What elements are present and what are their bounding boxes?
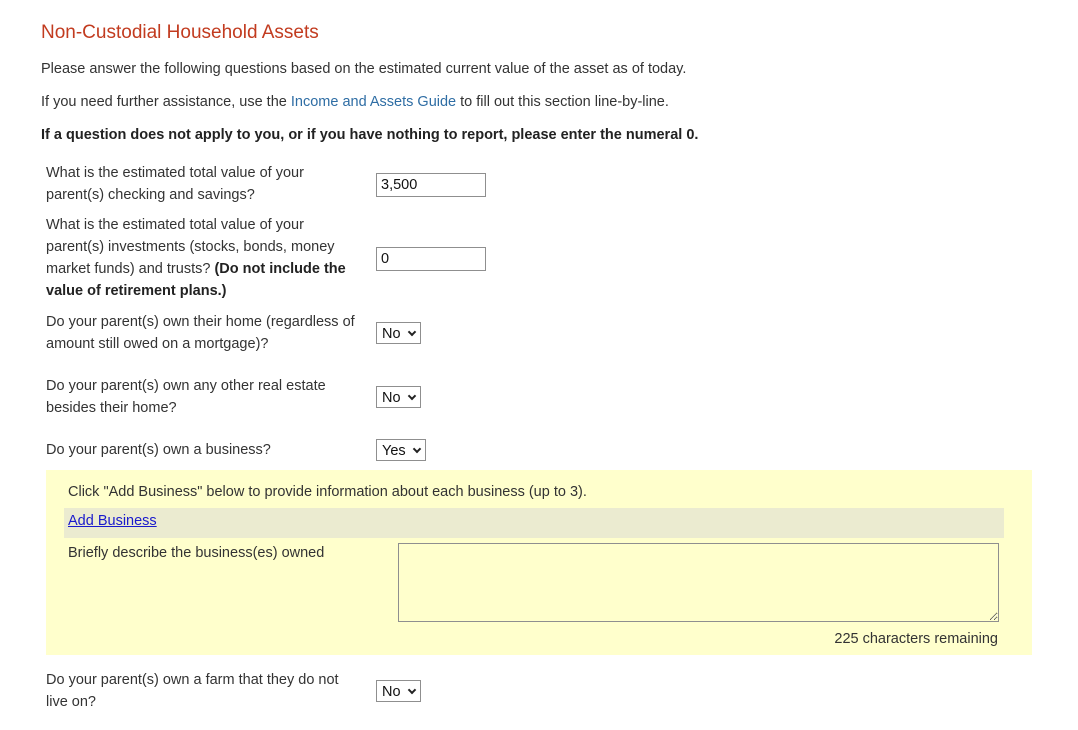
investments-label-text: What is the estimated total value of your parent(s) investments (stocks, bonds, money market funds) and trusts?	[46, 217, 335, 277]
chevron-down-icon	[407, 391, 415, 399]
question-farm-label: Do your parent(s) own a farm that they do not live on?	[46, 672, 339, 710]
income-assets-guide-link[interactable]: Income and Assets Guide	[290, 94, 457, 110]
add-business-row	[64, 508, 1004, 538]
business-panel	[46, 470, 1032, 655]
chevron-down-icon	[407, 327, 415, 335]
farm-select[interactable]	[376, 680, 421, 702]
business-select[interactable]	[376, 439, 426, 461]
chevron-down-icon	[407, 685, 415, 693]
home-select[interactable]	[376, 322, 421, 344]
question-checking-label: What is the estimated total value of your parent(s) checking and savings?	[46, 165, 304, 203]
business-description-textarea[interactable]	[398, 543, 999, 622]
intro-text: Please answer the following questions based on the estimated current value of the asset as of today.	[41, 61, 687, 77]
instruction-note: If a question does not apply to you, or if you have nothing to report, please enter the numeral 0.	[41, 127, 699, 143]
farm-select-value: No	[382, 683, 401, 700]
business-description-label: Briefly describe the business(es) owned	[68, 545, 325, 561]
help-prefix: If you need further assistance, use the	[41, 94, 291, 110]
checking-savings-input[interactable]	[376, 173, 486, 197]
business-panel-intro: Click "Add Business" below to provide information about each business (up to 3).	[68, 484, 587, 500]
help-text	[41, 94, 669, 110]
home-select-value: No	[382, 325, 401, 342]
business-select-value: Yes	[382, 442, 406, 459]
characters-remaining: 225 characters remaining	[834, 631, 998, 647]
chevron-down-icon	[412, 444, 420, 452]
help-suffix: to fill out this section line-by-line.	[456, 94, 669, 110]
question-business-label: Do your parent(s) own a business?	[46, 442, 271, 458]
real-estate-select-value: No	[382, 389, 401, 406]
real-estate-select[interactable]	[376, 386, 421, 408]
investments-input[interactable]	[376, 247, 486, 271]
page-title: Non-Custodial Household Assets	[41, 22, 319, 43]
add-business-link[interactable]: Add Business	[68, 513, 157, 529]
question-real-estate-label: Do your parent(s) own any other real estate besides their home?	[46, 378, 326, 416]
investments-label-bold: (Do not include the value of retirement plans.)	[46, 261, 346, 299]
question-home-label: Do your parent(s) own their home (regardless of amount still owed on a mortgage)?	[46, 314, 355, 352]
question-investments-label	[46, 214, 361, 302]
